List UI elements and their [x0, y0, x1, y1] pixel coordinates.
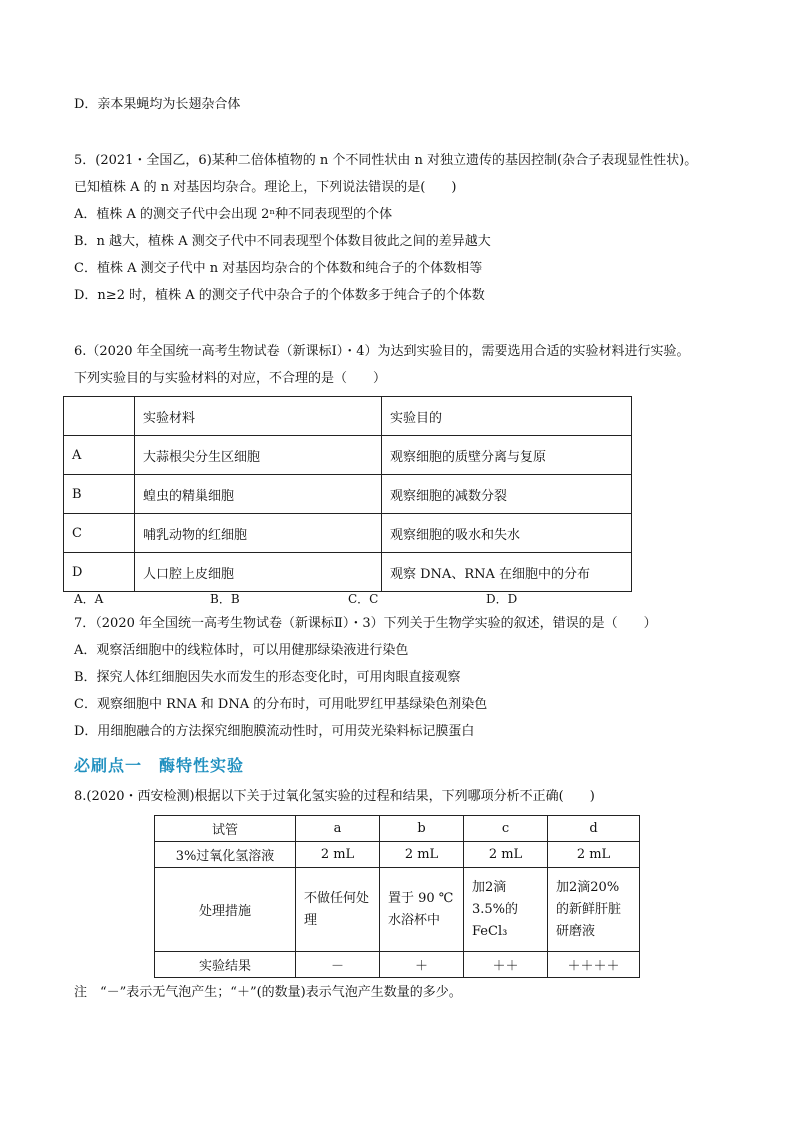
table-cell: ＋＋＋＋ — [548, 952, 640, 978]
table-cell: ＋＋ — [464, 952, 548, 978]
table-cell: 试管 — [155, 816, 296, 842]
table-cell: 观察 DNA、RNA 在细胞中的分布 — [382, 553, 632, 592]
table-row — [155, 868, 640, 952]
table-cell: 观察细胞的减数分裂 — [382, 475, 632, 514]
table-cell: 处理措施 — [155, 868, 296, 952]
table-cell: 2 mL — [296, 842, 380, 868]
table-row — [155, 952, 640, 978]
table-cell: a — [296, 816, 380, 842]
q8-note: 注 “－”表示无气泡产生；“＋”(的数量)表示气泡产生数量的多少。 — [74, 985, 462, 1000]
table-cell — [64, 397, 135, 436]
q4-option-d: D．亲本果蝇均为长翅杂合体 — [74, 97, 241, 112]
table-cell: 2 mL — [464, 842, 548, 868]
q7-stem: 7．（2020 年全国统一高考生物试卷（新课标Ⅱ）・3）下列关于生物学实验的叙述，错误的是（ ） — [74, 616, 657, 631]
q7-option-a: A．观察活细胞中的线粒体时，可以用健那绿染液进行染色 — [74, 643, 409, 658]
q5-option-a: A．植株 A 的测交子代中会出现 2ⁿ种不同表现型的个体 — [74, 207, 393, 222]
q5-stem-line1: 5．(2021・全国乙，6)某种二倍体植物的 n 个不同性状由 n 对独立遗传的基因控制(杂合子表现显性性状)。 — [74, 153, 698, 168]
table-cell: B — [64, 475, 135, 514]
q6-option-a: A．A — [74, 592, 104, 606]
q7-option-b: B．探究人体红细胞因失水而发生的形态变化时，可用肉眼直接观察 — [74, 670, 461, 685]
table-cell: C — [64, 514, 135, 553]
table-cell: 蝗虫的精巢细胞 — [135, 475, 382, 514]
table-cell: 大蒜根尖分生区细胞 — [135, 436, 382, 475]
table-header-row — [155, 816, 640, 842]
table-cell: 2 mL — [380, 842, 464, 868]
q6-stem-line1: 6.（2020 年全国统一高考生物试卷（新课标Ⅰ）・4）为达到实验目的，需要选用合适的实验材料进行实验。 — [74, 344, 690, 359]
table-cell: 观察细胞的吸水和失水 — [382, 514, 632, 553]
q5-option-b: B．n 越大，植株 A 测交子代中不同表现型个体数目彼此之间的差异越大 — [74, 234, 491, 249]
table-cell: 加2滴20%的新鲜肝脏研磨液 — [548, 868, 640, 952]
table-cell: 观察细胞的质壁分离与复原 — [382, 436, 632, 475]
table-cell: 实验结果 — [155, 952, 296, 978]
table-cell: d — [548, 816, 640, 842]
table-cell: b — [380, 816, 464, 842]
table-cell: 实验目的 — [382, 397, 632, 436]
table-header-row — [64, 397, 632, 436]
table-cell: 置于 90 ℃水浴杯中 — [380, 868, 464, 952]
table-cell: 加2滴3.5%的FeCl₃ — [464, 868, 548, 952]
table-cell: ＋ — [380, 952, 464, 978]
table-cell: － — [296, 952, 380, 978]
q6-stem-line2: 下列实验目的与实验材料的对应，不合理的是（ ） — [74, 371, 387, 386]
section-title: 必刷点一 酶特性实验 — [74, 756, 245, 775]
table-cell: D — [64, 553, 135, 592]
table-cell: 人口腔上皮细胞 — [135, 553, 382, 592]
table-cell: 3%过氧化氢溶液 — [155, 842, 296, 868]
table-cell: A — [64, 436, 135, 475]
table-cell: 2 mL — [548, 842, 640, 868]
table-cell: 不做任何处理 — [296, 868, 380, 952]
q6-table — [63, 396, 632, 592]
q5-option-d: D．n≥2 时，植株 A 的测交子代中杂合子的个体数多于纯合子的个体数 — [74, 288, 485, 303]
q8-stem: 8.(2020・西安检测)根据以下关于过氧化氢实验的过程和结果，下列哪项分析不正确( ) — [74, 789, 595, 804]
q6-option-b: B．B — [210, 592, 240, 606]
q6-option-c: C．C — [348, 592, 379, 606]
table-cell: 实验材料 — [135, 397, 382, 436]
q8-table — [154, 815, 640, 978]
table-cell: c — [464, 816, 548, 842]
table-row — [155, 842, 640, 868]
q7-option-c: C．观察细胞中 RNA 和 DNA 的分布时，可用吡罗红甲基绿染色剂染色 — [74, 697, 488, 712]
q7-option-d: D．用细胞融合的方法探究细胞膜流动性时，可用荧光染料标记膜蛋白 — [74, 724, 475, 739]
table-row — [64, 436, 632, 475]
table-row — [64, 475, 632, 514]
table-cell: 哺乳动物的红细胞 — [135, 514, 382, 553]
q5-option-c: C．植株 A 测交子代中 n 对基因均杂合的个体数和纯合子的个体数相等 — [74, 261, 483, 276]
q5-stem-line2: 已知植株 A 的 n 对基因均杂合。理论上，下列说法错误的是( ) — [74, 180, 457, 195]
table-row — [64, 553, 632, 592]
table-row — [64, 514, 632, 553]
q6-option-d: D．D — [486, 592, 518, 606]
